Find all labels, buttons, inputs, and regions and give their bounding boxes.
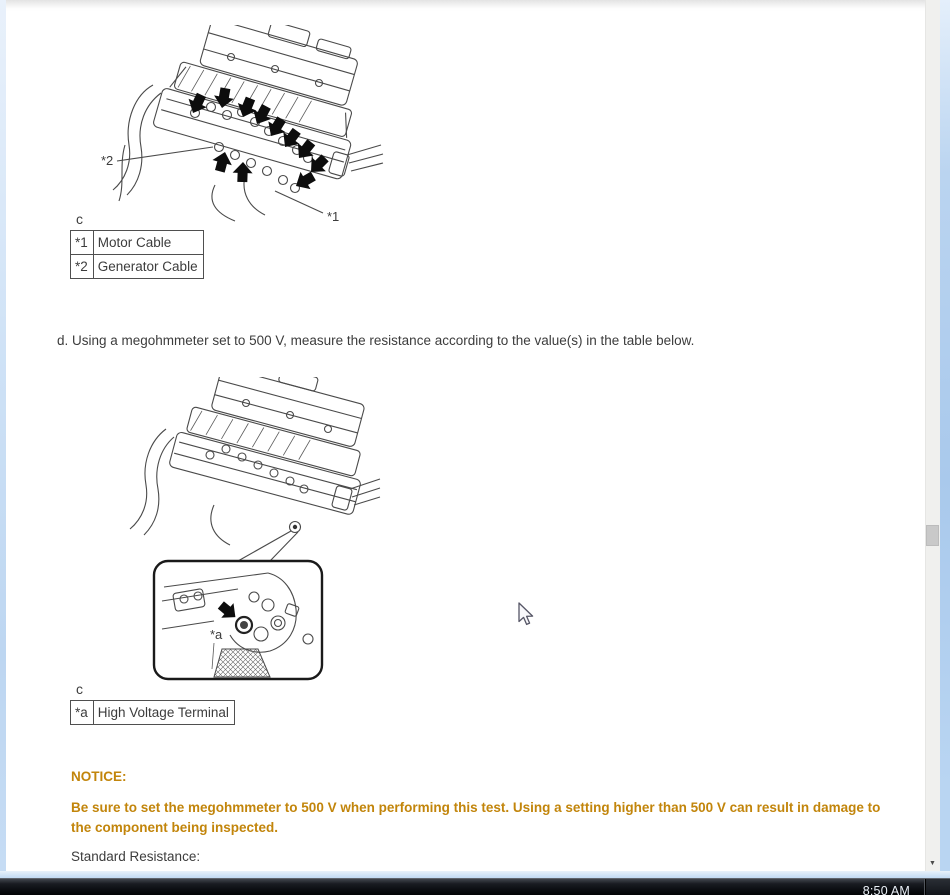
chevron-down-icon: ▼ bbox=[929, 859, 936, 867]
taskbar bbox=[0, 878, 950, 895]
scrollbar-down-button[interactable] bbox=[925, 855, 940, 871]
window-left-border bbox=[0, 0, 6, 872]
show-desktop-button[interactable] bbox=[924, 879, 950, 895]
legend-value: Generator Cable bbox=[93, 255, 203, 279]
table-row bbox=[71, 701, 235, 725]
table-row bbox=[71, 231, 204, 255]
figure1-caption: c bbox=[76, 211, 83, 227]
vertical-scrollbar-track[interactable] bbox=[925, 0, 940, 871]
legend-value: High Voltage Terminal bbox=[93, 701, 234, 725]
figure2-label-a: *a bbox=[210, 627, 223, 642]
notice-body: Be sure to set the megohmmeter to 500 V when performing this test. Using a setting higher than 500 V can result in damage to the component being inspected. bbox=[71, 800, 881, 835]
figure1-legend-table bbox=[70, 230, 204, 279]
mouse-cursor-icon bbox=[517, 602, 537, 628]
figure1-label-2: *2 bbox=[101, 153, 114, 168]
window-right-border bbox=[940, 0, 950, 872]
notice-title: NOTICE: bbox=[71, 769, 127, 784]
step-d-instruction: d. Using a megohmmeter set to 500 V, measure the resistance according to the value(s) in the table below. bbox=[57, 333, 695, 348]
engine-diagram-1 bbox=[95, 25, 385, 235]
figure2-caption: c bbox=[76, 681, 83, 697]
legend-key: *1 bbox=[71, 231, 94, 255]
toolbar-shadow bbox=[0, 0, 950, 12]
figure2-legend-table bbox=[70, 700, 235, 725]
legend-key: *a bbox=[71, 701, 94, 725]
standard-resistance-label: Standard Resistance: bbox=[71, 849, 201, 864]
table-row bbox=[71, 255, 204, 279]
legend-value: Motor Cable bbox=[93, 231, 203, 255]
vertical-scrollbar-thumb[interactable] bbox=[926, 525, 939, 546]
taskbar-clock[interactable]: 8:50 AM bbox=[862, 884, 910, 895]
figure1-label-1: *1 bbox=[327, 209, 340, 224]
legend-key: *2 bbox=[71, 255, 94, 279]
engine-diagram-2 bbox=[118, 377, 382, 685]
